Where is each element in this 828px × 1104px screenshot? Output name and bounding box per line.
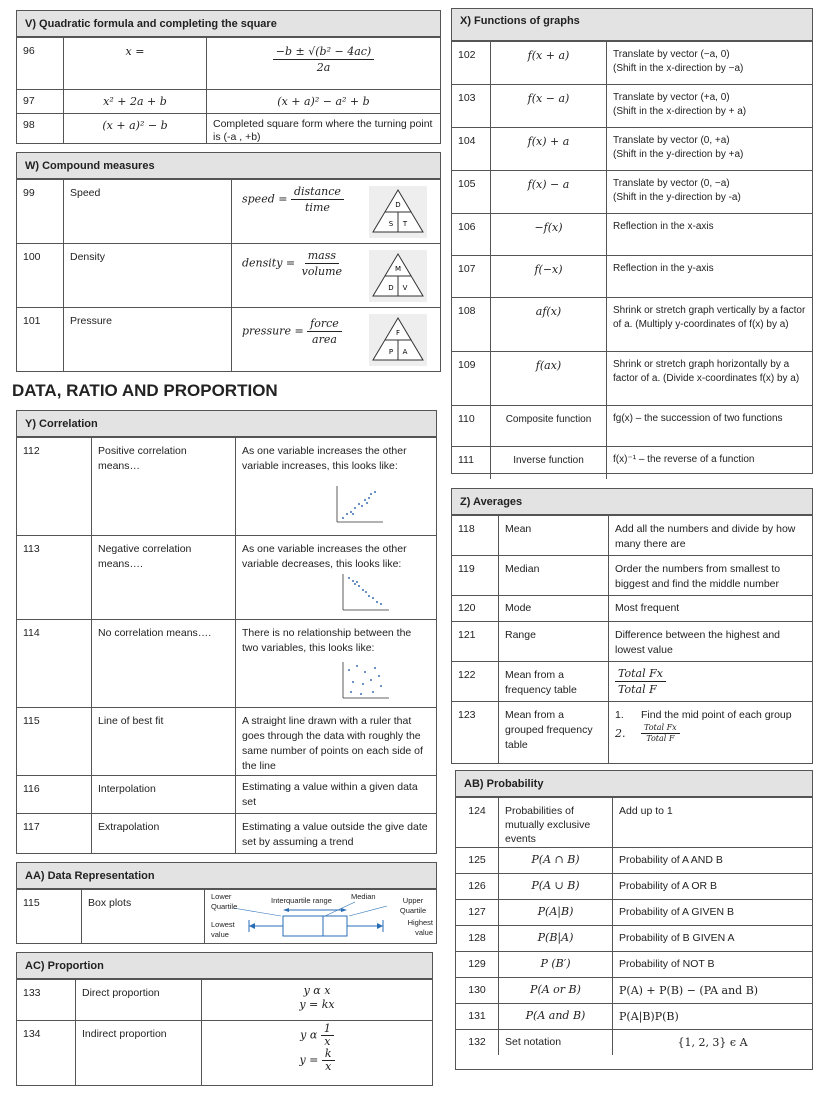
description-line-1: Reflection in the y-axis — [613, 263, 714, 274]
numerator: mass — [305, 248, 339, 264]
box-plot-diagram — [204, 890, 436, 944]
formula-line-1 — [208, 1023, 426, 1048]
term: Negative correlation means…. — [91, 536, 235, 619]
function: f(x) − a — [490, 171, 606, 213]
row-number: 109 — [458, 359, 476, 371]
definition: Probability of A AND B — [612, 848, 812, 873]
definition-text: As one variable increases the other variable increases, this looks like: — [242, 445, 407, 472]
section-aa-data-representation — [16, 862, 437, 944]
formula-triangle-icon — [369, 250, 427, 302]
table-row — [452, 405, 812, 446]
definition: Add all the numbers and divide by how many there are — [608, 516, 812, 555]
lhs: speed = — [242, 192, 288, 206]
row-number: 100 — [23, 251, 41, 263]
numerator: 1 — [321, 1023, 334, 1036]
description-line-1: Translate by vector (0, −a) — [613, 178, 730, 189]
table-row — [17, 889, 436, 944]
table-row — [456, 1029, 812, 1055]
lhs: y = — [299, 1053, 319, 1067]
row-number: 118 — [458, 523, 475, 535]
description-line-1: Shrink or stretch graph horizontally by a factor of a. (Divide x-coordinates f(x) by a) — [613, 359, 800, 384]
definition: Order the numbers from smallest to biggest and find the middle number — [608, 556, 812, 595]
section-y-correlation — [16, 410, 437, 854]
term: Extrapolation — [91, 814, 235, 854]
table-row — [17, 437, 436, 535]
no-correlation-scatter-icon — [335, 660, 391, 704]
measure-name: Density — [63, 244, 231, 307]
row-number: 115 — [23, 897, 40, 909]
denominator: x — [324, 1035, 331, 1048]
term: P(B|A) — [498, 926, 612, 951]
label-upper-quartile: Upper Quartile — [399, 896, 427, 915]
page-section-heading: DATA, RATIO AND PROPORTION — [12, 381, 278, 400]
negative-correlation-scatter-icon — [335, 572, 391, 616]
row-number: 111 — [458, 454, 474, 466]
section-title: AA) Data Representation — [17, 863, 436, 889]
description-line-1: Reflection in the x-axis — [613, 221, 714, 232]
function: Inverse function — [490, 447, 606, 479]
row-number: 103 — [458, 92, 476, 104]
row-number: 106 — [458, 221, 476, 233]
row-number: 114 — [23, 627, 40, 639]
row-number: 131 — [468, 1010, 486, 1022]
label-lower-quartile: Lower Quartile — [211, 892, 238, 911]
term: Direct proportion — [75, 980, 201, 1020]
table-row — [17, 813, 436, 854]
description-line-1: Translate by vector (−a, 0) — [613, 49, 730, 60]
description — [606, 256, 812, 297]
function: −f(x) — [490, 214, 606, 255]
definition: Estimating a value within a given data set — [235, 776, 436, 813]
table-row — [452, 661, 812, 701]
row-number: 96 — [23, 45, 35, 57]
section-w-compound — [16, 152, 441, 372]
section-ac-proportion — [16, 952, 433, 1086]
numerator: distance — [291, 184, 344, 200]
description-line-1: Translate by vector (0, +a) — [613, 135, 730, 146]
row-number: 128 — [468, 932, 486, 944]
description — [606, 447, 812, 479]
definition: Estimating a value outside the give date set by assuming a trend — [235, 814, 436, 854]
row-number: 97 — [23, 95, 35, 107]
function: f(−x) — [490, 256, 606, 297]
triangle-top-letter: D — [395, 201, 401, 209]
term: Box plots — [81, 890, 204, 944]
definition: A straight line drawn with a ruler that goes through the data with roughly the same number of points on each side of the line — [235, 708, 436, 775]
term: Mean from a frequency table — [498, 662, 608, 701]
function: f(x + a) — [490, 42, 606, 84]
label-interquartile-range: Interquartile range — [271, 896, 332, 905]
triangle-right-letter: V — [402, 284, 408, 292]
row-number: 132 — [468, 1036, 486, 1048]
term: P(A ∪ B) — [498, 874, 612, 899]
definition: Probability of NOT B — [612, 952, 812, 977]
function: f(x) + a — [490, 128, 606, 170]
section-x-functions — [451, 8, 813, 474]
table-row — [452, 446, 812, 479]
table-row — [17, 37, 440, 89]
row-number: 126 — [468, 880, 486, 892]
formula-right — [206, 38, 440, 89]
table-row — [17, 113, 440, 144]
row-number: 120 — [458, 602, 476, 614]
section-title: W) Compound measures — [17, 153, 440, 179]
table-row — [452, 84, 812, 127]
description-line-2: (Shift in the x-direction by −a) — [613, 63, 744, 74]
triangle-top-letter: M — [394, 265, 402, 273]
numerator: Total Fx — [615, 666, 666, 682]
definition: {1, 2, 3} ϵ A — [612, 1030, 812, 1055]
row-number: 117 — [23, 821, 40, 833]
description-line-1: Shrink or stretch graph vertically by a factor of a. (Multiply y-coordinates of f(x) by a) — [613, 305, 806, 330]
definition: Most frequent — [608, 596, 812, 621]
formula-triangle-icon — [369, 186, 427, 238]
description-line-2: (Shift in the y-direction by -a) — [613, 192, 741, 203]
term: Mean from a grouped frequency table — [498, 702, 608, 764]
row-number: 119 — [458, 563, 475, 575]
function: Composite function — [490, 406, 606, 446]
step-1 — [615, 708, 806, 723]
definition: Difference between the highest and lowest value — [608, 622, 812, 661]
term: Mode — [498, 596, 608, 621]
row-number: 104 — [458, 135, 476, 147]
term: P(A and B) — [498, 1004, 612, 1029]
table-row — [452, 515, 812, 555]
table-row — [17, 243, 440, 307]
term: Median — [498, 556, 608, 595]
table-row — [17, 979, 432, 1020]
table-row — [452, 213, 812, 255]
description — [606, 298, 812, 351]
triangle-right-letter: A — [402, 348, 408, 356]
definition: Add up to 1 — [612, 798, 812, 847]
measure-name: Speed — [63, 180, 231, 243]
formula — [201, 1021, 432, 1086]
triangle-left-letter: P — [388, 348, 394, 356]
step-number: 1. — [615, 709, 624, 721]
table-row — [17, 619, 436, 707]
numerator: k — [322, 1048, 335, 1061]
triangle-top-letter: F — [395, 329, 401, 337]
term: Indirect proportion — [75, 1021, 201, 1086]
term: P(A ∩ B) — [498, 848, 612, 873]
description — [606, 85, 812, 127]
row-number: 130 — [468, 984, 486, 996]
formula-triangle-icon — [369, 314, 427, 366]
step-2 — [615, 723, 806, 744]
table-row — [456, 873, 812, 899]
denominator: time — [305, 201, 330, 214]
term: Line of best fit — [91, 708, 235, 775]
measure-name: Pressure — [63, 308, 231, 372]
denominator: x — [325, 1060, 332, 1073]
row-number: 125 — [468, 854, 486, 866]
row-number: 122 — [458, 669, 476, 681]
row-number: 133 — [23, 987, 41, 999]
denominator: 2a — [316, 61, 331, 74]
row-number: 124 — [468, 805, 486, 817]
row-number: 127 — [468, 906, 486, 918]
table-row — [17, 307, 440, 372]
formula — [201, 980, 432, 1020]
table-row — [456, 899, 812, 925]
section-title: Y) Correlation — [17, 411, 436, 437]
term: P (B′) — [498, 952, 612, 977]
row-number: 129 — [468, 958, 486, 970]
row-number: 123 — [458, 709, 476, 721]
function: f(ax) — [490, 352, 606, 405]
table-row — [456, 925, 812, 951]
table-row — [456, 977, 812, 1003]
description — [606, 128, 812, 170]
function: f(x − a) — [490, 85, 606, 127]
formula-line-1: y α x — [303, 984, 331, 997]
table-row — [17, 707, 436, 775]
description-line-2: (Shift in the x-direction by + a) — [613, 106, 747, 117]
definition — [608, 702, 812, 764]
section-title: Z) Averages — [452, 489, 812, 515]
row-number: 107 — [458, 263, 476, 275]
table-row — [452, 127, 812, 170]
description — [606, 214, 812, 255]
table-row — [452, 621, 812, 661]
denominator: Total F — [646, 734, 675, 743]
denominator: volume — [301, 265, 343, 278]
term: P(A or B) — [498, 978, 612, 1003]
label-highest-value: Highest value — [407, 918, 433, 937]
triangle-left-letter: D — [388, 284, 394, 292]
section-title: AB) Probability — [456, 771, 812, 797]
numerator: −b ± √(b² − 4ac) — [273, 44, 374, 60]
description — [606, 352, 812, 405]
description-line-2: (Shift in the y-direction by +a) — [613, 149, 744, 160]
formula-right: (x + a)² − a² + b — [206, 90, 440, 113]
row-number: 98 — [23, 119, 35, 131]
term: Mean — [498, 516, 608, 555]
lhs: y α — [300, 1028, 318, 1042]
description — [606, 42, 812, 84]
row-number: 110 — [458, 413, 475, 425]
table-row — [17, 535, 436, 619]
section-title: AC) Proportion — [17, 953, 432, 979]
definition: P(A|B)P(B) — [612, 1004, 812, 1029]
term: Range — [498, 622, 608, 661]
description-line-1: f(x)⁻¹ – the reverse of a function — [613, 454, 755, 465]
triangle-right-letter: T — [402, 220, 408, 228]
term: Interpolation — [91, 776, 235, 813]
table-row — [456, 1003, 812, 1029]
formula-left: (x + a)² − b — [63, 114, 206, 144]
numerator: force — [307, 316, 342, 332]
definition: P(A) + P(B) − (PA and B) — [612, 978, 812, 1003]
denominator: area — [312, 333, 337, 346]
section-title: V) Quadratic formula and completing the square — [17, 11, 440, 37]
section-ab-probability — [455, 770, 813, 1070]
table-row — [452, 351, 812, 405]
description — [606, 406, 812, 446]
label-median: Median — [351, 892, 376, 901]
table-row — [452, 701, 812, 764]
table-row — [456, 951, 812, 977]
description-line-1: Translate by vector (+a, 0) — [613, 92, 730, 103]
term: Positive correlation means… — [91, 438, 235, 535]
row-number: 112 — [23, 445, 40, 457]
table-row — [452, 255, 812, 297]
term: Set notation — [498, 1030, 612, 1055]
table-row — [17, 775, 436, 813]
step-text: Find the mid point of each group — [641, 709, 792, 721]
row-number: 105 — [458, 178, 476, 190]
triangle-left-letter: S — [388, 220, 394, 228]
section-title: X) Functions of graphs — [452, 9, 812, 41]
lhs: pressure = — [242, 324, 304, 338]
definition: Probability of A GIVEN B — [612, 900, 812, 925]
lhs: density = — [242, 256, 296, 270]
table-row — [452, 170, 812, 213]
definition: Probability of A OR B — [612, 874, 812, 899]
description — [606, 171, 812, 213]
label-lowest-value: Lowest value — [211, 920, 235, 939]
table-row — [17, 179, 440, 243]
table-row — [452, 41, 812, 84]
description: Completed square form where the turning point is (-a , +b) — [206, 114, 440, 144]
description-line-1: fg(x) – the succession of two functions — [613, 413, 783, 424]
section-v-quadratic — [16, 10, 441, 144]
formula-line-2: y = kx — [299, 998, 335, 1011]
row-number: 108 — [458, 305, 476, 317]
formula — [608, 662, 812, 701]
term: P(A|B) — [498, 900, 612, 925]
table-row — [17, 1020, 432, 1086]
table-row — [456, 847, 812, 873]
row-number: 102 — [458, 49, 476, 61]
formula-left: x² + 2a + b — [63, 90, 206, 113]
table-row — [452, 595, 812, 621]
formula-line-2 — [208, 1048, 426, 1073]
term: No correlation means…. — [91, 620, 235, 707]
formula-left: x = — [63, 38, 206, 89]
table-row — [456, 797, 812, 847]
positive-correlation-scatter-icon — [329, 484, 385, 528]
row-number: 101 — [23, 315, 41, 327]
term: Probabilities of mutually exclusive events — [498, 798, 612, 847]
row-number: 134 — [23, 1028, 41, 1040]
definition-text: As one variable increases the other variable decreases, this looks like: — [242, 543, 407, 570]
table-row — [452, 297, 812, 351]
row-number: 116 — [23, 783, 40, 795]
step-number: 2. — [615, 727, 626, 740]
row-number: 115 — [23, 715, 40, 727]
row-number: 113 — [23, 543, 40, 555]
denominator: Total F — [618, 683, 657, 696]
row-number: 99 — [23, 187, 35, 199]
numerator: Total Fx — [641, 723, 680, 734]
definition: Probability of B GIVEN A — [612, 926, 812, 951]
table-row — [17, 89, 440, 113]
row-number: 121 — [458, 629, 476, 641]
function: af(x) — [490, 298, 606, 351]
section-z-averages — [451, 488, 813, 764]
definition-text: There is no relationship between the two variables, this looks like: — [242, 627, 412, 654]
table-row — [452, 555, 812, 595]
